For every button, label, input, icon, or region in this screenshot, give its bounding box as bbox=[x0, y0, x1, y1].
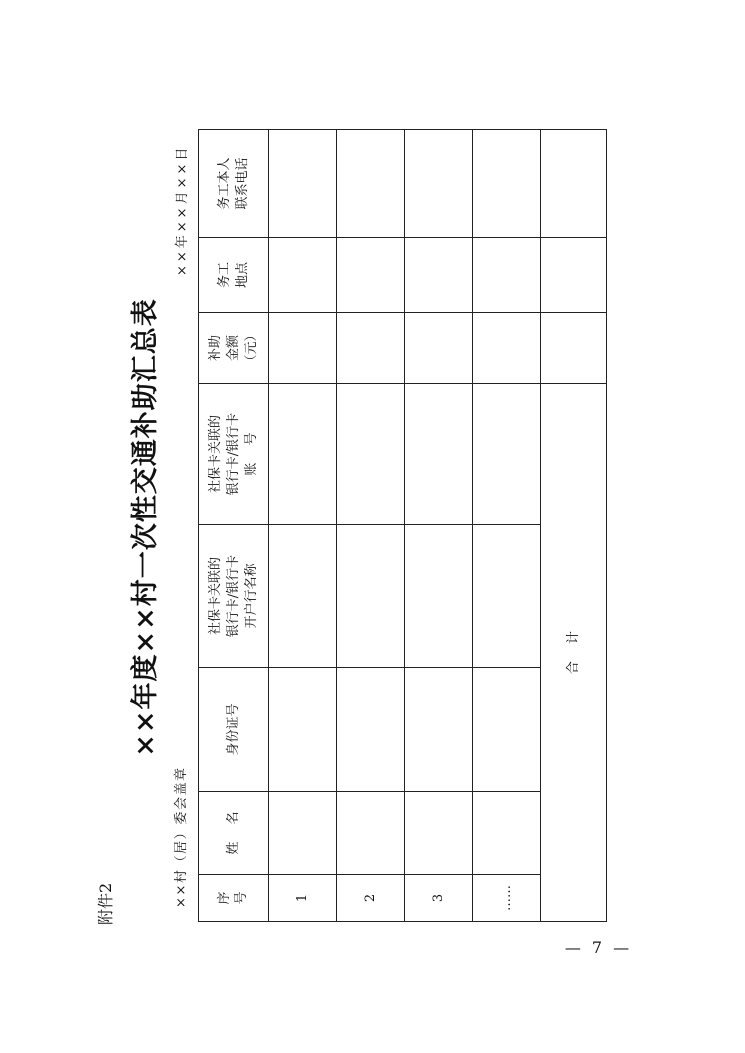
stamp-label: ××村（居）委会盖章 bbox=[174, 766, 189, 908]
header-bank-name-line: 开户行名称 bbox=[243, 563, 259, 629]
header-account-line: 账 号 bbox=[243, 432, 259, 476]
seq-cell: 2 bbox=[337, 875, 405, 922]
seq-cell: 3 bbox=[405, 875, 473, 922]
account-cell bbox=[405, 384, 473, 525]
bank-name-cell bbox=[269, 525, 337, 668]
header-id-number-label: 身份证号 bbox=[225, 703, 241, 756]
header-work-place-line: 地点 bbox=[234, 262, 250, 289]
summary-table bbox=[198, 129, 607, 922]
name-cell bbox=[337, 792, 405, 875]
name-cell bbox=[405, 792, 473, 875]
date-label: ××年××月××日 bbox=[175, 144, 190, 276]
table-row bbox=[337, 130, 405, 922]
table-row bbox=[269, 130, 337, 922]
seq-cell: 1 bbox=[269, 875, 337, 922]
header-account-line: 社保卡关联的 bbox=[207, 415, 223, 494]
work-place-cell bbox=[337, 238, 405, 313]
account-cell bbox=[473, 384, 541, 525]
account-cell bbox=[269, 384, 337, 525]
header-name-label: 姓 名 bbox=[225, 811, 241, 855]
seq-cell: …… bbox=[473, 875, 541, 922]
header-phone-line: 务工本人 bbox=[216, 157, 232, 210]
bank-name-cell bbox=[337, 525, 405, 668]
name-cell bbox=[269, 792, 337, 875]
work-place-cell bbox=[405, 238, 473, 313]
form-title: ××年度××村一次性交通补助汇总表 bbox=[130, 298, 161, 757]
amount-cell bbox=[405, 313, 473, 384]
total-label: 合 计 bbox=[565, 630, 581, 675]
table-row bbox=[473, 130, 541, 922]
header-work-place-line: 务工 bbox=[216, 262, 232, 289]
phone-cell bbox=[337, 130, 405, 238]
id-number-cell bbox=[405, 668, 473, 792]
table-header-row bbox=[199, 130, 269, 922]
header-bank-name-line: 社保卡关联的 bbox=[207, 557, 223, 636]
header-seq-label: 序号 bbox=[217, 891, 249, 905]
phone-cell bbox=[405, 130, 473, 238]
attachment-label: 附件2 bbox=[96, 882, 115, 925]
account-cell bbox=[337, 384, 405, 525]
header-amount-line: （元） bbox=[243, 328, 259, 368]
header-amount-line: 金额 bbox=[225, 335, 241, 362]
work-place-cell bbox=[473, 238, 541, 313]
amount-cell bbox=[473, 313, 541, 384]
amount-cell bbox=[337, 313, 405, 384]
header-name bbox=[199, 792, 269, 875]
header-account bbox=[199, 384, 269, 525]
total-amount-cell bbox=[541, 313, 607, 384]
header-amount-line: 补助 bbox=[207, 335, 223, 362]
name-cell bbox=[473, 792, 541, 875]
header-bank-name bbox=[199, 525, 269, 668]
total-work-place-cell bbox=[541, 238, 607, 313]
header-seq bbox=[199, 875, 269, 922]
total-phone-cell bbox=[541, 130, 607, 238]
page-number: — 7 — bbox=[564, 938, 630, 957]
id-number-cell bbox=[473, 668, 541, 792]
total-row bbox=[541, 130, 607, 922]
header-bank-name-line: 银行卡/银行卡 bbox=[225, 554, 241, 638]
bank-name-cell bbox=[473, 525, 541, 668]
header-phone-line: 联系电话 bbox=[234, 157, 250, 210]
header-amount bbox=[199, 313, 269, 384]
table-row bbox=[405, 130, 473, 922]
phone-cell bbox=[473, 130, 541, 238]
phone-cell bbox=[269, 130, 337, 238]
amount-cell bbox=[269, 313, 337, 384]
work-place-cell bbox=[269, 238, 337, 313]
bank-name-cell bbox=[405, 525, 473, 668]
id-number-cell bbox=[269, 668, 337, 792]
header-work-place bbox=[199, 238, 269, 313]
header-phone bbox=[199, 130, 269, 238]
rotated-form bbox=[90, 125, 610, 930]
header-account-line: 银行卡/银行卡 bbox=[225, 412, 241, 496]
id-number-cell bbox=[337, 668, 405, 792]
total-label-cell bbox=[541, 384, 607, 922]
header-id-number bbox=[199, 668, 269, 792]
